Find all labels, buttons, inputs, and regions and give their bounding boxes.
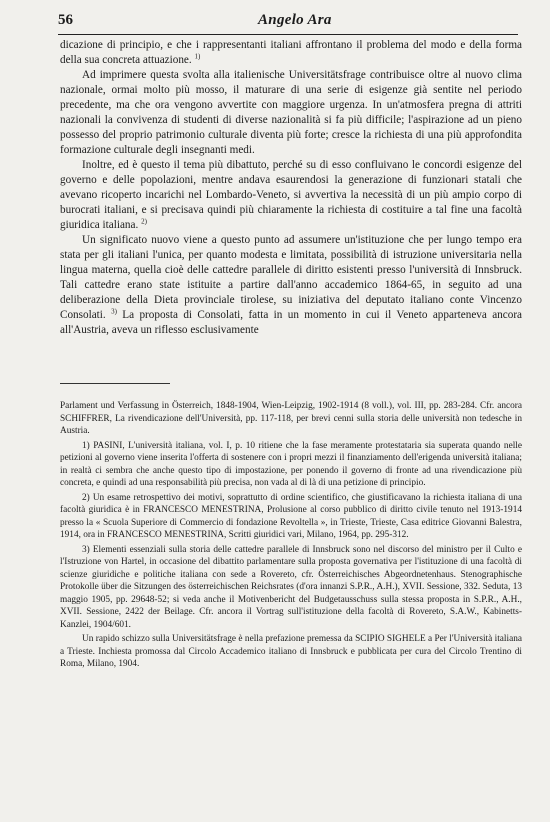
footnote: 3) Elementi essenziali sulla storia delle cattedre parallele di Innsbruck sono nel discorso del ministro per il Culto e l'Istruzione von Hartel, in occasione del dibattito parlamentare sulla proposta governativa per l'istituzione di una facoltà di scienze giuridiche e politiche italiana con sede a Rovereto, cfr. Österreichisches Abgeordnetenhaus. Stenographische Protokolle über die Sitzungen des österreichischen Reichsrates (d'ora innanzi S.P.R., A.H.), XVII. Sessione, 332. Seduta, 13 maggio 1905, pp. 29648-52; si veda anche il Motivenbericht del Budgetausschuss sulla stessa proposta in S.P.R., A.H., XVII. Sessione, 2422 der Beilage. Cfr. ancora il Vortrag sull'istituzione della facoltà di Rovereto, S.A.W., Kabinetts-Kanzlei, 1904/601.: [60, 544, 522, 630]
paragraph: Un significato nuovo viene a questo punto ad assumere un'istituzione che per lungo tempo era stata per gli italiani l'unica, per quanto modesta e limitata, possibilità di istruzione universitaria nella lingua materna, quella cioè delle cattedre parallele di diritto esistenti presso l'università di Innsbruck. Tali cattedre erano state istituite a partire dall'anno accademico 1864-65, in seguito ad una deliberazione della Dieta provinciale tirolese, su iniziativa del deputato italiano conte Vincenzo Consolati. $^{3)}$ La proposta di Consolati, fatta in un momento in cui il Veneto apparteneva ancora all'Austria, aveva un riflesso esclusivamente: [60, 234, 523, 336]
main-text: [60, 38, 522, 338]
paragraph: dicazione di principio, e che i rappresentanti italiani affrontano il problema del modo e della forma della sua concreta attuazione. $^{1)}$: [60, 39, 522, 66]
footnotes: [60, 400, 522, 673]
footnote: Parlament und Verfassung in Österreich, 1848-1904, Wien-Leipzig, 1902-1914 (8 voll.), vol. III, pp. 283-284. Cfr. ancora SCHIFFRER, La rivendicazione dell'Università, pp. 117-118, per brevi cenni sulla storia delle università non tedesche in Austria.: [60, 401, 522, 436]
page-header: [58, 10, 518, 35]
running-head: Angelo Ara: [258, 12, 332, 28]
paragraph: Ad imprimere questa svolta alla italienische Universitätsfrage contribuisce oltre al nuovo clima nazionale, ormai molto più mosso, il maturare di una serie di esigenze già sentite nel periodo precedente, ma che ora vengono avvertite con maggiore urgenza. In un'atmosfera pregna di attriti nazionali la convivenza di studenti di diverse nazionalità si fa più difficile; l'aspirazione ad un pieno possesso del proprio patrimonio culturale diventa più forte; cresce la richiesta di una più approfondita formazione culturale degli insegnanti medi.: [60, 69, 522, 156]
footnote-mark: 3): [111, 307, 117, 316]
footnote: 1) PASINI, L'università italiana, vol. I, p. 10 ritiene che la fase meramente protestataria sia superata quando nelle petizioni al governo viene inserita l'offerta di sostenere con i propri mezzi il finanziamento dell'erigenda università italiana; in realtà ci sembra che anche questo tipo di impostazione, per ponendo il governo di fronte ad una rivendicazione più concreta, e quindi ad una responsabilità più precisa, non vada al di là di una petizione di principio.: [60, 440, 522, 488]
footnote: Un rapido schizzo sulla Universitätsfrage è nella prefazione premessa da SCIPIO SIGHELE a Per l'Università italiana a Trieste. Inchiesta promossa dal Circolo Accademico italiano di Innsbruck e pubblicata per cura del Circolo Trentino di Roma, Milano, 1904.: [60, 634, 522, 669]
footnote-divider: [60, 383, 170, 384]
footnote-mark: 1): [194, 52, 201, 61]
footnote: 2) Un esame retrospettivo dei motivi, soprattutto di ordine scientifico, che giustificavano la richiesta italiana di una facoltà giuridica è in FRANCESCO MENESTRINA, Prolusione al corso pubblico di diritto civile tenuto nel 1913-1914 presso la « Scuola Superiore di Commercio di fondazione Revoltella », in Trieste, Trieste, Casa editrice Giovanni Balestra, 1914, ora in FRANCESCO MENESTRINA, Scritti giuridici vari, Milano, 1964, pp. 295-312.: [60, 492, 522, 540]
footnote-mark: 2): [141, 217, 147, 226]
paragraph: Inoltre, ed è questo il tema più dibattuto, perché su di esso confluivano le concordi esigenze del governo e delle popolazioni, mentre andava esaurendosi la generazione di funzionari statali che avevano ricoperto incarichi nel Lombardo-Veneto, si avvertiva la necessità di un più ampio corpo di burocrati italiani, e si precisava quindi più chiaramente la richiesta di costituire a tal fine una facoltà giuridica italiana. $^{2)}$: [60, 159, 522, 231]
page-number: 56: [58, 12, 73, 28]
